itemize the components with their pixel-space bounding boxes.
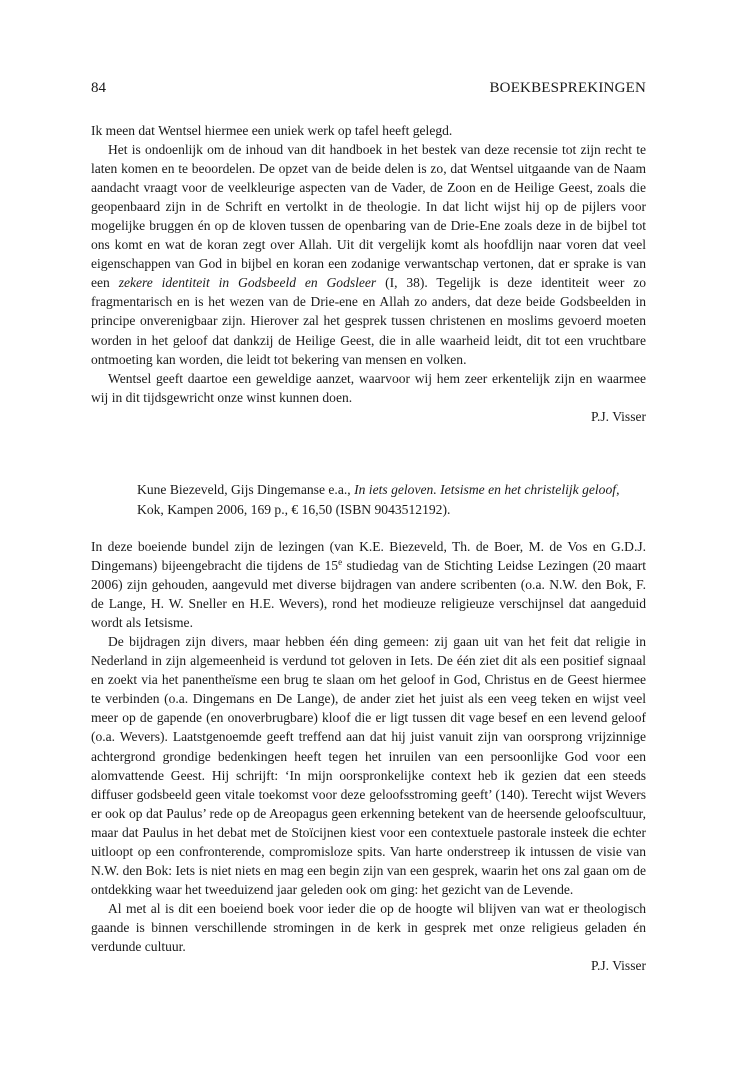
book-reference-text (137, 480, 646, 520)
book-authors: Kune Biezeveld, Gijs Dingemanse e.a., (137, 482, 351, 497)
review-1-paragraph: Wentsel geeft daartoe een geweldige aanzet, waarvoor wij hem zeer erkentelijk zijn en waarmee wij in dit tijdsgewricht onze winst kunnen doen. (91, 370, 646, 405)
review-1-body (91, 121, 646, 426)
book-title: In iets geloven. Ietsisme en het christelijk geloof (354, 482, 617, 497)
running-title: BOEKBESPREKINGEN (489, 80, 646, 96)
review-2-paragraph: Al met al is dit een boeiend boek voor ieder die op de hoogte wil blijven van wat er theologisch gaande is binnen verschillende stromingen in de kerk in gesprek met onze religieus geladen én verdunde cultuur. (91, 900, 646, 954)
book-reference (137, 480, 646, 520)
page (91, 0, 646, 1068)
review-1-signature: P.J. Visser (590, 408, 646, 424)
review-1-text: Het is ondoenlijk om de inhoud van dit handboek in het bestek van deze recensie tot zijn recht te laten komen en te beoordelen. De opzet van de beide delen is zo, dat Wentsel uitgaande van de Naam aandacht vraagt voor de veelkleurige aspecten van de Vader, de Zoon en de Heilige Geest, zoals die geopenbaard zijn in de Schrift en vertolkt in de theologie. In dat licht wijst hij op de pijlers voor mogelijke bruggen én op de kloven tussen de openbaring van de Drie-Ene zoals deze in de bijbel tot ons komt en wat de koran zegt over Allah. Uit dit vergelijk komt als hoofdlijn naar voren dat veel eigenschappen van God in bijbel en koran een zodanige verwantschap vertonen, dat er sprake is van een (91, 142, 646, 291)
review-2-text: In deze boeiende bundel zijn de lezingen (van K.E. Biezeveld, Th. de Boer, M. de Vos en G.D.J. Dingemans) bijeengebracht die tijdens de 15 (91, 539, 646, 574)
review-2-text: studiedag van de Stichting Leidse Lezingen (20 maart 2006) zijn gehouden, aangevuld met diverse bijdragen van andere scribenten (o.a. N.W. den Bok, F. de Lange, H. W. Sneller en H.E. Wevers), rond het modieuze religieuze verschijnsel dat aangeduid wordt als Ietsisme. (91, 558, 647, 631)
review-1-text: (I, 38). Tegelijk is deze identiteit weer zo fragmentarisch en is het wezen van de Drie-ene en Allah zo anders, dat deze beide Godsbeelden in principe onverenigbaar zijn. Hierover zal het gesprek tussen christenen en moslims gevoerd moeten worden in het geloof dat dankzij de Heilige Geest, die in alle waarheid leidt, dit tot een vruchtbare ontmoeting kan worden, die leidt tot bekering van mensen en volken. (91, 275, 647, 367)
review-1-paragraph (91, 140, 646, 369)
review-1-paragraph: Ik meen dat Wentsel hiermee een uniek werk op tafel heeft gelegd. (91, 123, 453, 138)
review-1-emphasis: zekere identiteit in Godsbeeld en Godsleer (118, 275, 377, 291)
running-header (91, 80, 646, 100)
review-2-paragraph (91, 537, 646, 632)
review-2-body (91, 537, 646, 975)
superscript: e (338, 557, 343, 568)
review-2-paragraph: De bijdragen zijn divers, maar hebben één ding gemeen: zij gaan uit van het feit dat religie in Nederland in zijn algemeenheid is verdund tot geloven in Iets. De één ziet dit als een positief signaal en zoekt via het panentheïsme een brug te slaan om het geloof in God, Christus en de Geest hiermee te verbinden (o.a. Dingemans en De Lange), de ander ziet het juist als een veeg teken en wijst veel meer op de gapende (en onoverbrugbare) kloof die er ligt tussen dit vage besef en een levend geloof (o.a. Wevers). Laatstgenoemde geeft treffend aan dat hij juist vanuit zijn van oorsprong vrijzinnige achtergrond grondige bedenkingen heeft tegen het inruilen van een persoonlijke God voor een alomvattende Geest. Hij schrijft: ‘In mijn oorspronkelijke context heb ik gezien dat een steeds diffuser godsbeeld geen vitale toekomst voor deze geloofsstroming geeft’ (140). Terecht wijst Wevers er ook op dat Paulus’ rede op de Areopagus geen erkenning betekent van de heersende geloofscultuur, maar dat Paulus in het debat met de Stoïcijnen kiest voor een contextuele pastorale insteek die echter uitloopt op een confronterende, compromisloze spits. Van harte onderstreep ik intussen de visie van N.W. den Bok: Iets is niet niets en mag een begin zijn van een gesprek, waarin het ons zal gaan om de ontdekking waar het tweeduizend jaar geleden ook om ging: het gezicht van de Levende. (91, 634, 646, 897)
book-publication: , Kok, Kampen 2006, 169 p., € 16,50 (ISBN 9043512192). (137, 482, 620, 517)
review-2-signature: P.J. Visser (590, 958, 646, 974)
page-number: 84 (91, 80, 106, 96)
